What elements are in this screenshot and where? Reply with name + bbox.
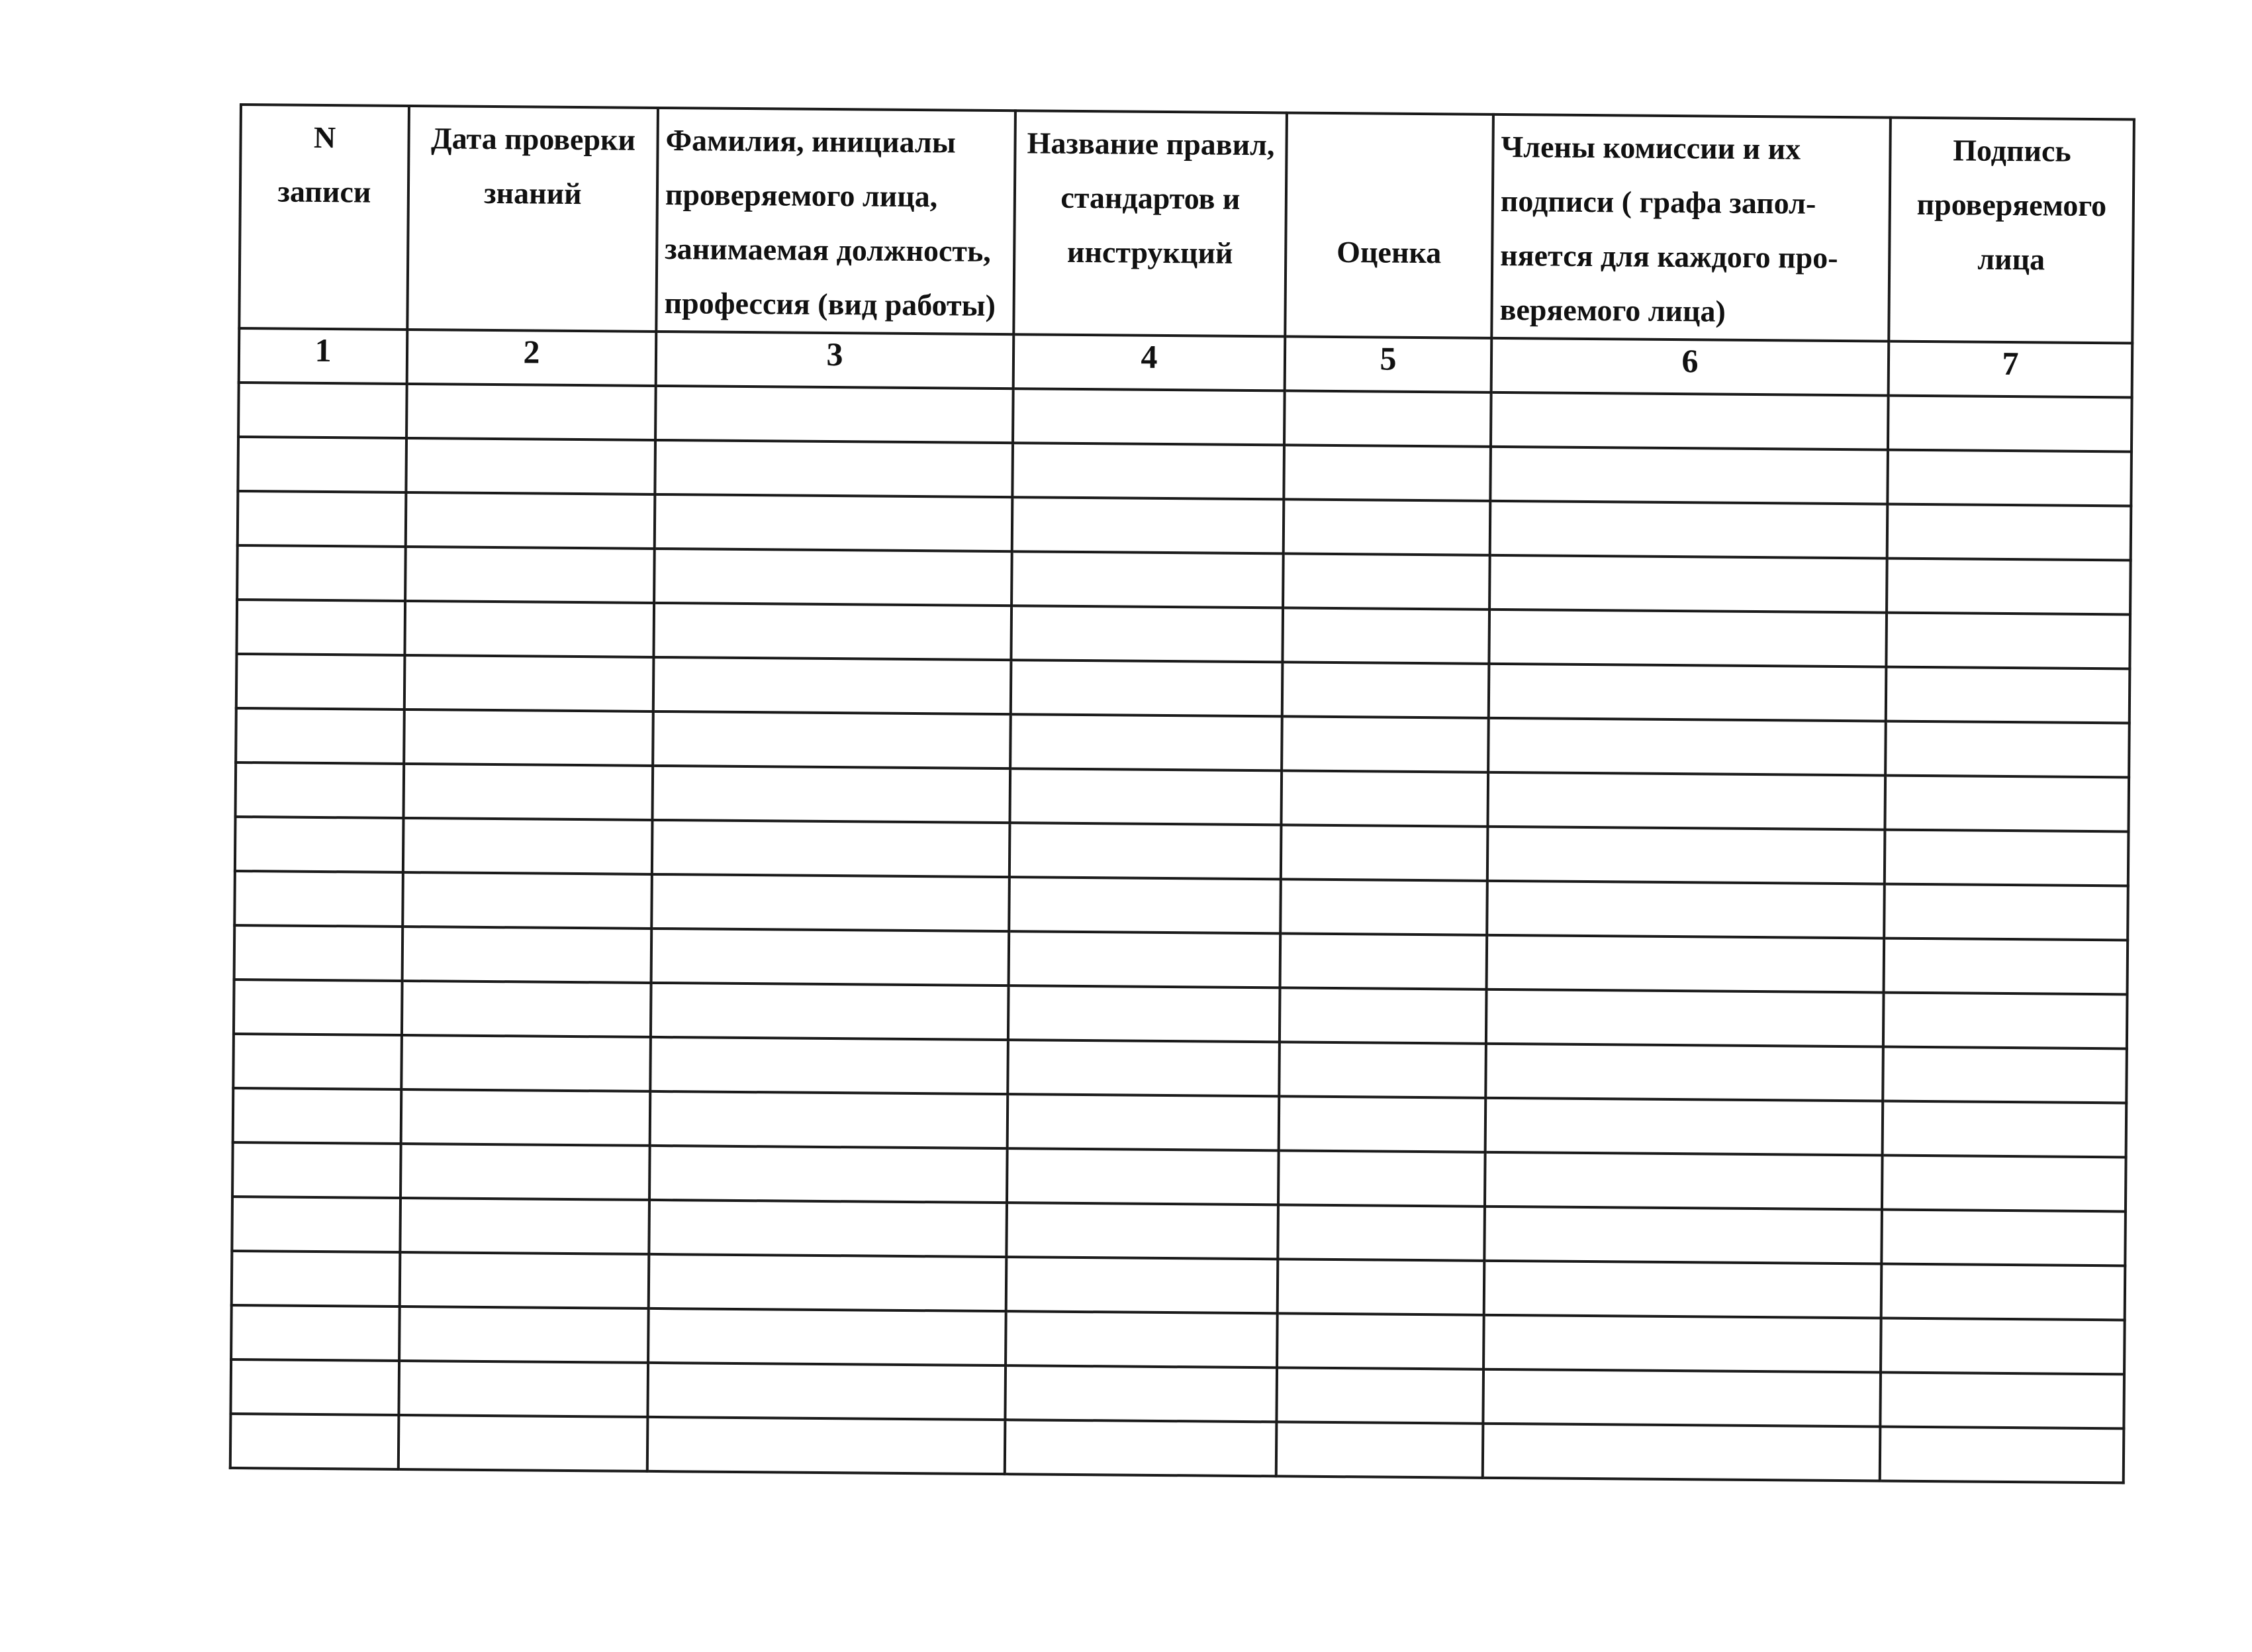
table-cell[interactable]: [655, 494, 1013, 551]
table-cell[interactable]: [1012, 497, 1284, 553]
table-cell[interactable]: [1011, 551, 1284, 608]
column-number: 4: [1013, 334, 1286, 390]
knowledge-check-journal-table: [229, 103, 2135, 1484]
table-cell[interactable]: [1485, 1152, 1883, 1210]
table-cell[interactable]: [1487, 881, 1885, 939]
table-cell[interactable]: [233, 1034, 402, 1089]
table-cell[interactable]: [652, 820, 1010, 877]
table-cell[interactable]: [1487, 935, 1885, 993]
table-cell[interactable]: [236, 600, 405, 655]
table-cell[interactable]: [1883, 1101, 2127, 1158]
table-cell[interactable]: [1005, 1420, 1277, 1476]
table-cell[interactable]: [399, 1415, 648, 1471]
table-cell[interactable]: [1490, 447, 1888, 504]
table-cell[interactable]: [232, 1197, 400, 1252]
table-cell[interactable]: [651, 983, 1009, 1040]
table-cell[interactable]: [238, 383, 407, 438]
table-cell[interactable]: [1881, 1318, 2125, 1375]
table-cell[interactable]: [1881, 1264, 2126, 1320]
table-cell[interactable]: [1483, 1369, 1881, 1427]
table-cell[interactable]: [237, 545, 406, 601]
table-cell[interactable]: [1276, 1422, 1483, 1477]
table-cell[interactable]: [1282, 608, 1489, 663]
table-cell[interactable]: [1886, 613, 2130, 669]
header-commission-members: Члены комиссии и их подписи ( графа запол- няется для каждого про- веряемого лица): [1491, 115, 1891, 342]
table-cell[interactable]: [1886, 667, 2130, 723]
table-cell[interactable]: [401, 1035, 651, 1091]
table-cell[interactable]: [1484, 1207, 1882, 1264]
table-cell[interactable]: [1006, 1311, 1278, 1367]
table-cell[interactable]: [1884, 884, 2128, 941]
table-cell[interactable]: [1882, 1156, 2126, 1212]
table-cell[interactable]: [405, 547, 655, 603]
column-number: 3: [656, 332, 1014, 389]
column-number: 7: [1889, 342, 2133, 398]
table-cell[interactable]: [1489, 610, 1887, 667]
table-cell[interactable]: [230, 1414, 399, 1469]
table-cell[interactable]: [1012, 443, 1284, 499]
table-cell[interactable]: [231, 1305, 400, 1361]
table-cell[interactable]: [400, 1198, 649, 1254]
header-grade: Оценка: [1285, 113, 1493, 338]
table-cell[interactable]: [1888, 396, 2132, 452]
table-cell[interactable]: [404, 710, 653, 766]
table-cell[interactable]: [1277, 1313, 1484, 1369]
table-cell[interactable]: [232, 1251, 400, 1307]
table-cell[interactable]: [1009, 931, 1281, 987]
table-cell[interactable]: [230, 1359, 399, 1415]
header-person-signature: Подпись проверяемого лица: [1889, 118, 2134, 344]
table-cell[interactable]: [238, 437, 406, 492]
table-cell[interactable]: [1008, 1040, 1280, 1096]
table-cell[interactable]: [400, 1144, 650, 1200]
table-cell[interactable]: [1487, 772, 1885, 830]
table-cell[interactable]: [653, 766, 1011, 823]
table-cell[interactable]: [1487, 827, 1885, 884]
table-cell[interactable]: [1283, 553, 1490, 609]
table-cell[interactable]: [1276, 1367, 1483, 1423]
table-cell[interactable]: [1006, 1257, 1278, 1313]
column-number: 6: [1491, 338, 1889, 396]
table-cell[interactable]: [655, 440, 1013, 497]
column-number: 2: [407, 330, 657, 386]
table-cell[interactable]: [402, 872, 652, 929]
table-cell[interactable]: [1885, 721, 2130, 778]
table-cell[interactable]: [400, 1252, 649, 1308]
table-cell[interactable]: [1489, 664, 1887, 721]
table-cell[interactable]: [650, 1037, 1008, 1094]
table-cell[interactable]: [1488, 718, 1886, 776]
table-cell[interactable]: [654, 549, 1012, 606]
header-check-date: Дата проверки знаний: [407, 106, 658, 332]
table-cell[interactable]: [1280, 933, 1487, 989]
table-cell[interactable]: [649, 1254, 1007, 1311]
table-cell[interactable]: [1489, 555, 1887, 613]
table-cell[interactable]: [1284, 390, 1491, 446]
table-cell[interactable]: [234, 980, 402, 1035]
table-cell[interactable]: [1280, 987, 1487, 1043]
table-cell[interactable]: [1884, 939, 2128, 995]
table-cell[interactable]: [1483, 1424, 1881, 1481]
table-cell[interactable]: [653, 603, 1011, 660]
table-cell[interactable]: [1013, 389, 1285, 445]
table-cell[interactable]: [406, 384, 656, 440]
table-cell[interactable]: [1486, 989, 1884, 1047]
table-cell[interactable]: [1009, 877, 1281, 933]
table-cell[interactable]: [238, 491, 406, 547]
table-cell[interactable]: [234, 925, 403, 981]
table-cell[interactable]: [236, 708, 404, 764]
header-person-name: Фамилия, инициалы проверяемого лица, занимаемая должность, профессия (вид работы): [656, 108, 1015, 334]
table-cell[interactable]: [402, 981, 651, 1037]
table-cell[interactable]: [403, 818, 653, 874]
table-cell[interactable]: [406, 438, 655, 494]
table-cell[interactable]: [1008, 1094, 1280, 1150]
table-cell[interactable]: [1883, 1047, 2127, 1103]
table-cell[interactable]: [1887, 450, 2132, 506]
table-cell[interactable]: [232, 1142, 401, 1198]
table-cell[interactable]: [1011, 660, 1283, 716]
table-cell[interactable]: [406, 492, 655, 549]
table-cell[interactable]: [1484, 1261, 1882, 1318]
table-cell[interactable]: [1284, 499, 1491, 555]
table-cell[interactable]: [1278, 1205, 1485, 1260]
table-cell[interactable]: [1278, 1150, 1485, 1206]
table-cell[interactable]: [655, 386, 1013, 443]
table-cell[interactable]: [648, 1308, 1006, 1365]
table-cell[interactable]: [1008, 986, 1280, 1042]
table-cell[interactable]: [1007, 1148, 1279, 1205]
table-cell[interactable]: [235, 817, 404, 872]
column-number: 5: [1285, 336, 1492, 392]
table-cell[interactable]: [1006, 1203, 1278, 1259]
table-cell[interactable]: [651, 874, 1009, 931]
table-cell[interactable]: [401, 1089, 651, 1146]
table-cell[interactable]: [1883, 993, 2128, 1049]
table-cell[interactable]: [1281, 770, 1488, 826]
table-cell[interactable]: [649, 1146, 1008, 1203]
table-cell[interactable]: [1005, 1365, 1277, 1422]
table-cell[interactable]: [1490, 501, 1888, 559]
table-cell[interactable]: [647, 1417, 1006, 1474]
table-cell[interactable]: [234, 871, 403, 927]
table-cell[interactable]: [1279, 1096, 1486, 1152]
header-row: [239, 105, 2134, 343]
table-cell[interactable]: [399, 1307, 649, 1363]
table-cell[interactable]: [649, 1200, 1007, 1257]
table-cell[interactable]: [1280, 879, 1487, 935]
table-cell[interactable]: [1881, 1210, 2126, 1266]
table-cell[interactable]: [1281, 825, 1488, 880]
table-cell[interactable]: [1284, 445, 1491, 500]
table-cell[interactable]: [647, 1363, 1006, 1420]
table-cell[interactable]: [404, 655, 654, 711]
table-cell[interactable]: [653, 711, 1011, 768]
table-cell[interactable]: [1885, 776, 2129, 832]
table-cell[interactable]: [236, 654, 405, 710]
table-cell[interactable]: [1887, 504, 2132, 561]
table-cell[interactable]: [233, 1088, 402, 1144]
table-cell[interactable]: [404, 601, 654, 657]
table-cell[interactable]: [1483, 1315, 1881, 1373]
table-cell[interactable]: [1880, 1427, 2124, 1483]
table-cell[interactable]: [1485, 1044, 1883, 1101]
table-cell[interactable]: [1279, 1042, 1486, 1097]
column-number: 1: [239, 328, 408, 384]
table-cell[interactable]: [650, 1091, 1008, 1148]
table-cell[interactable]: [1282, 716, 1489, 772]
table-cell[interactable]: [1278, 1259, 1485, 1314]
table-cell[interactable]: [1887, 559, 2131, 615]
table-cell[interactable]: [236, 762, 404, 818]
header-rules-title: Название правил, стандартов и инструкций: [1013, 111, 1287, 336]
table-cell[interactable]: [1491, 392, 1889, 450]
table-cell[interactable]: [399, 1361, 648, 1417]
table-cell[interactable]: [1880, 1373, 2124, 1429]
table-cell[interactable]: [1485, 1098, 1883, 1156]
table-cell[interactable]: [404, 764, 653, 820]
header-record-number: N записи: [239, 105, 409, 330]
table-cell[interactable]: [651, 929, 1009, 986]
table-cell[interactable]: [653, 657, 1011, 714]
table-cell[interactable]: [1009, 768, 1282, 825]
table-cell[interactable]: [402, 927, 652, 983]
table-cell[interactable]: [1010, 714, 1282, 770]
table-cell[interactable]: [1282, 662, 1489, 717]
table-cell[interactable]: [1885, 830, 2129, 886]
table-cell[interactable]: [1011, 606, 1283, 662]
table-cell[interactable]: [1009, 823, 1282, 879]
